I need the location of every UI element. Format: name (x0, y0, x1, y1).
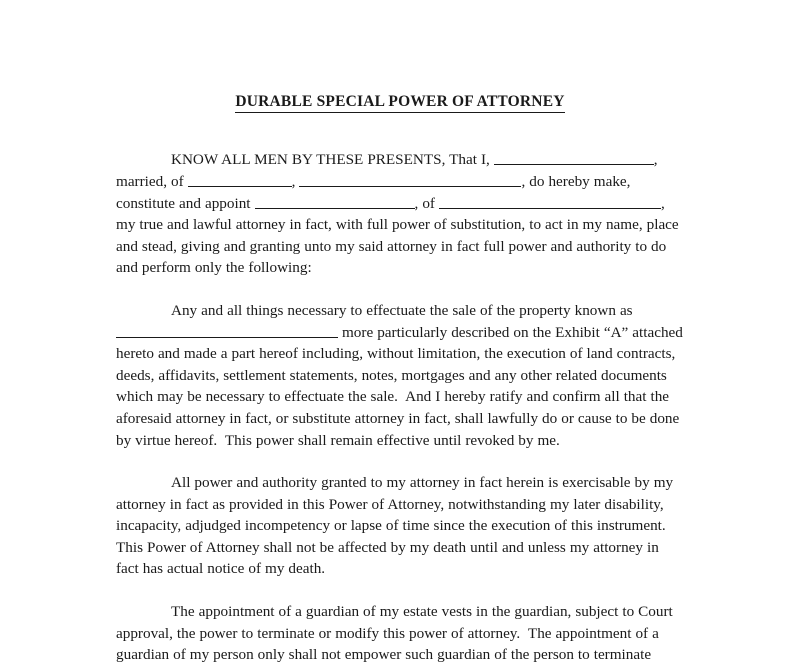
document-body (116, 0, 687, 666)
paragraph-guardian-appointment: The appointment of a guardian of my estate vests in the guardian, subject to Court approval, the power to terminate or modify this power of attorney. The appointment of a guardian of my person only shall not empower such guardian of the person to terminate (116, 603, 677, 664)
fill-in-blank[interactable] (116, 323, 338, 338)
fill-in-blank[interactable] (188, 172, 292, 187)
document-title-text: DURABLE SPECIAL POWER OF ATTORNEY (235, 92, 564, 113)
spacer-paragraph (116, 580, 684, 601)
fill-in-blank[interactable] (494, 150, 654, 165)
document-title (116, 0, 684, 113)
paragraph-sale-of-property: Any and all things necessary to effectuate the sale of the property known as more particularly described on the Exhibit “A” attached hereto and made a part hereof including, without limitation, the execution of land contracts, deeds, affidavits, settlement statements, notes, mortgages and any other related documents which may be necessary to effectuate the sale. And I hereby ratify and confirm all that the aforesaid attorney in fact, or substitute attorney in fact, shall lawfully do or cause to be done by virtue hereof. This power shall remain effective until revoked by me. (116, 301, 687, 449)
paragraph-presents: KNOW ALL MEN BY THESE PRESENTS, That I, , married, of , , do hereby make, constitute and appoint , of , my true and lawful attorney in fact, with full power of substitution, to act in my name, place and stead, giving and granting unto my said attorney in fact full power and authority to do and perform only the following: (116, 151, 683, 277)
fill-in-blank[interactable] (299, 172, 521, 187)
fill-in-blank[interactable] (255, 194, 415, 209)
spacer-title (116, 113, 684, 149)
paragraph-durability: All power and authority granted to my attorney in fact herein is exercisable by my attorney in fact as provided in this Power of Attorney, notwithstanding my later disability, incapacity, adjudged incompetency or lapse of time since the execution of this instrument. This Power of Attorney shall not be affected by my death until and unless my attorney in fact has actual notice of my death. (116, 474, 678, 578)
fill-in-blank[interactable] (439, 194, 661, 209)
spacer-paragraph (116, 279, 684, 300)
spacer-paragraph (116, 451, 684, 472)
